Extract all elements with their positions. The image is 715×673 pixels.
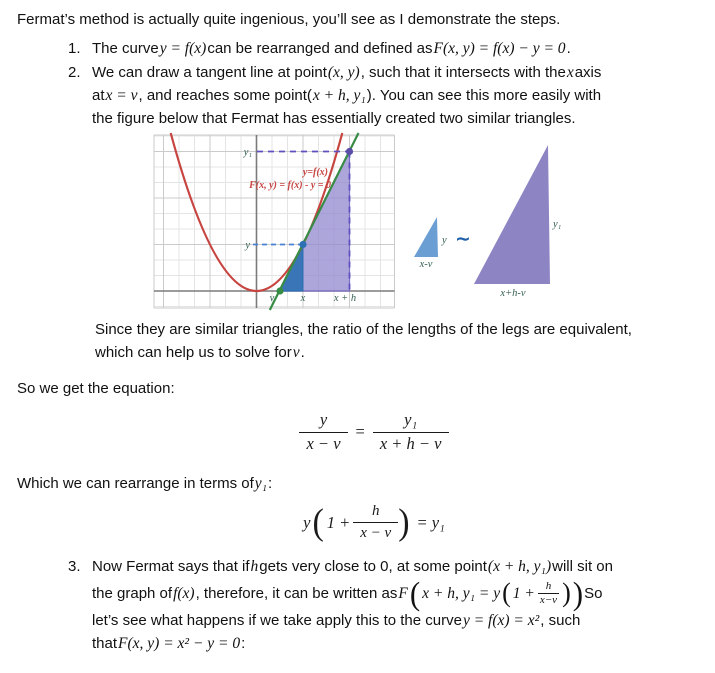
list-item-3-text	[92, 555, 613, 655]
inline-fraction: $\frac{h}{x-v}$	[539, 580, 558, 606]
paragraph-equation-intro: So we get the equation:	[17, 380, 175, 397]
text-line: which can help us to solve for v .	[95, 341, 701, 364]
curve-equation-label-2: F(x, y) = f(x) - y = 0	[249, 180, 331, 191]
math-text: x + h, y₁ = y	[422, 584, 501, 602]
math-text: y₁	[254, 475, 268, 493]
big-triangle-base-label: x+h-v	[500, 288, 526, 299]
fraction-denominator: x − v	[306, 433, 341, 453]
tall-paren: (	[502, 577, 511, 608]
label-x-plus-h: x + h	[333, 293, 357, 304]
spacer	[17, 543, 701, 555]
text-line: The curve y = f(x) can be rearranged and defined as F(x, y) = f(x) − y = 0 .	[92, 37, 571, 60]
big-triangle-height-label: y₁	[553, 219, 562, 230]
list-item-2-text	[92, 61, 601, 130]
math-text: x + h, y₁	[312, 87, 366, 104]
list-number: 2.	[68, 64, 81, 81]
similarity-symbol: ∼	[455, 228, 471, 250]
spacer	[17, 364, 701, 377]
label-v: v	[269, 293, 275, 304]
label-y: y	[245, 240, 250, 251]
coefficient-y: y	[303, 512, 311, 532]
ratio-equation	[95, 410, 653, 454]
math-text: v	[292, 344, 300, 361]
one-plus: 1 +	[326, 512, 351, 532]
fraction-numerator: y	[299, 410, 347, 433]
math-text: y = f(x)	[159, 40, 207, 57]
label-x: x	[300, 293, 306, 304]
math-text: (x, y)	[327, 64, 360, 81]
list-item-1-text	[92, 37, 571, 60]
fraction-denominator: x − v	[360, 525, 392, 541]
equals-y1: = y₁	[416, 512, 445, 532]
left-fraction	[299, 410, 347, 454]
text-line: at x = v , and reaches some point( x + h, y₁ ). You can see this more easily with	[92, 84, 601, 107]
text-line: Now Fermat says that if h gets very close to 0, at some point (x + h, y₁) will sit on	[92, 555, 613, 578]
math-text: f(x)	[173, 584, 195, 602]
list-number: 1.	[68, 40, 81, 57]
spacer	[17, 495, 701, 502]
tall-paren: (	[409, 574, 421, 612]
point-xh-y1	[346, 148, 353, 155]
text-line: let’s see what happens if we take apply this to the curve y = f(x) = x² , such	[92, 609, 613, 632]
point-xy	[299, 241, 306, 248]
text-line: We can draw a tangent line at point (x, y) , such that it intersects with the x axis	[92, 61, 601, 84]
rearranged-equation	[95, 502, 653, 543]
math-text: h	[250, 557, 259, 575]
label-y1: y₁	[243, 147, 252, 158]
list-item-1	[17, 37, 701, 60]
small-triangle-base-label: x-v	[419, 259, 433, 270]
math-text: F	[398, 584, 408, 602]
figure-svg	[0, 130, 715, 316]
paragraph-rearrange: Which we can rearrange in terms of y₁ :	[17, 472, 701, 495]
list-number: 3.	[68, 557, 81, 575]
math-text: x	[566, 64, 574, 81]
spacer	[17, 454, 701, 472]
big-similar-triangle	[474, 145, 550, 284]
small-similar-triangle	[414, 217, 438, 257]
h-fraction	[353, 502, 398, 543]
tall-paren: )	[572, 574, 584, 612]
grid-minor	[154, 135, 395, 308]
text-line: the figure below that Fermat has essentially created two similar triangles.	[92, 110, 576, 127]
text-line: that F(x, y) = x² − y = 0 :	[92, 632, 613, 655]
math-text: x = v	[105, 87, 138, 104]
math-text: y = f(x) = x²	[462, 611, 540, 629]
fraction-numerator: h	[353, 502, 398, 523]
paragraph-similar-triangles	[95, 318, 701, 364]
fraction-numerator: y₁	[373, 410, 449, 433]
figure-similar-triangles	[17, 130, 701, 316]
text-line: the graph of f(x) , therefore, it can be written as F ( x + h, y₁ = y ( 1 + $\frac{h}{x-v}$ ) ) So	[92, 574, 603, 612]
list-item-2	[17, 61, 701, 130]
math-text: (x + h, y₁)	[487, 557, 552, 575]
math-text: F(x, y) = x² − y = 0	[118, 634, 241, 652]
point-v	[276, 287, 283, 294]
tall-paren: )	[562, 577, 571, 608]
grid-major	[154, 135, 395, 308]
right-fraction	[373, 410, 449, 454]
spacer	[17, 400, 701, 410]
math-text: 1 +	[512, 584, 535, 602]
math-text: F(x, y) = f(x) − y = 0	[433, 40, 566, 57]
list-item-3	[17, 555, 701, 655]
open-paren: (	[312, 501, 324, 542]
curve-equation-label-1: y=f(x)	[302, 167, 328, 178]
equals-sign: =	[355, 422, 365, 442]
text-line: Since they are similar triangles, the ratio of the lengths of the legs are equivalent,	[95, 321, 632, 338]
close-paren: )	[398, 501, 410, 542]
intro-paragraph: Fermat’s method is actually quite ingenious, you’ll see as I demonstrate the steps.	[17, 11, 561, 28]
fraction-denominator: x + h − v	[379, 433, 442, 453]
small-triangle-height-label: y	[442, 235, 447, 246]
